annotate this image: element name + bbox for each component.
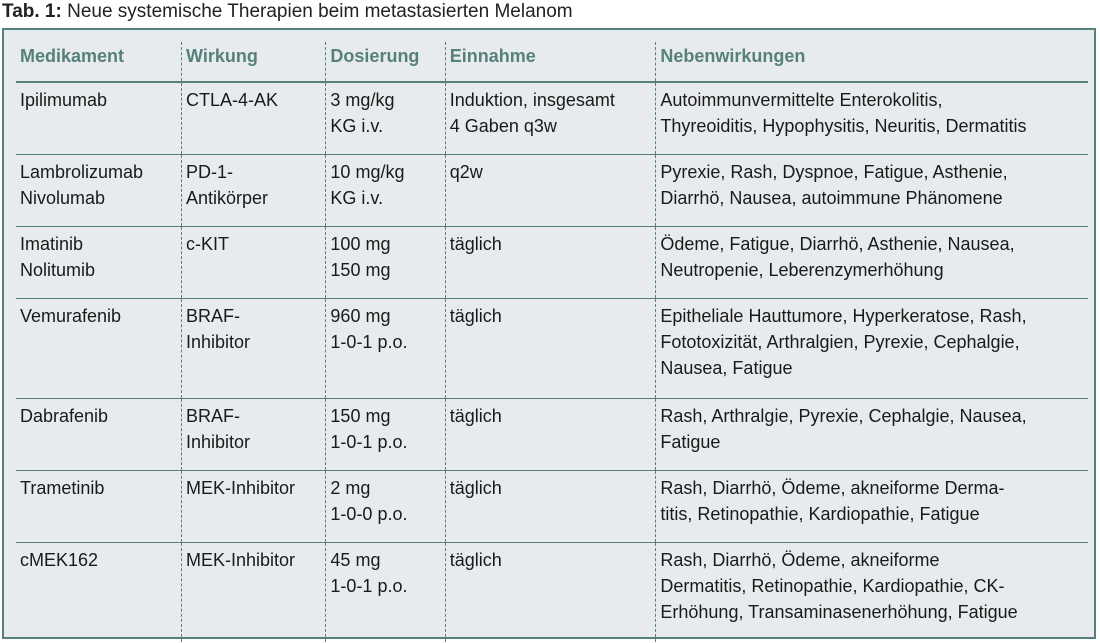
table-cell: Rash, Diarrhö, Ödeme, akneiforme Derma- titis, Retinopathie, Kardiopathie, Fatigue bbox=[656, 470, 1088, 542]
table-cell: 960 mg 1-0-1 p.o. bbox=[326, 298, 445, 398]
table-row bbox=[16, 82, 1088, 154]
table-cell: 150 mg 1-0-1 p.o. bbox=[326, 398, 445, 470]
table-cell: Dabrafenib bbox=[16, 398, 182, 470]
column-header: Wirkung bbox=[182, 42, 326, 82]
table-cell: täglich bbox=[445, 470, 656, 542]
table-row bbox=[16, 470, 1088, 542]
table-cell: täglich bbox=[445, 298, 656, 398]
table-cell: Imatinib Nolitumib bbox=[16, 226, 182, 298]
table-cell: 100 mg 150 mg bbox=[326, 226, 445, 298]
table-cell: täglich bbox=[445, 398, 656, 470]
table-panel bbox=[2, 28, 1096, 639]
table-cell: BRAF- Inhibitor bbox=[182, 298, 326, 398]
table-cell: Vemurafenib bbox=[16, 298, 182, 398]
therapy-table bbox=[16, 42, 1088, 642]
table-caption bbox=[2, 0, 573, 24]
table-cell: Epitheliale Hauttumore, Hyperkeratose, Rash, Fototoxizität, Arthralgien, Pyrexie, Cephalgie, Nausea, Fatigue bbox=[656, 298, 1088, 398]
table-cell: Induktion, insgesamt 4 Gaben q3w bbox=[445, 82, 656, 154]
column-header: Einnahme bbox=[445, 42, 656, 82]
table-cell: CTLA-4-AK bbox=[182, 82, 326, 154]
table-cell: PD-1- Antikörper bbox=[182, 154, 326, 226]
column-header: Dosierung bbox=[326, 42, 445, 82]
table-row bbox=[16, 542, 1088, 642]
column-header: Nebenwirkungen bbox=[656, 42, 1088, 82]
header-row bbox=[16, 42, 1088, 82]
table-row bbox=[16, 398, 1088, 470]
table-cell: 2 mg 1-0-0 p.o. bbox=[326, 470, 445, 542]
table-row bbox=[16, 226, 1088, 298]
table-row bbox=[16, 298, 1088, 398]
table-cell: BRAF- Inhibitor bbox=[182, 398, 326, 470]
table-cell: Ipilimumab bbox=[16, 82, 182, 154]
caption-title: Neue systemische Therapien beim metastasierten Melanom bbox=[67, 1, 573, 22]
table-cell: Trametinib bbox=[16, 470, 182, 542]
table-cell: c-KIT bbox=[182, 226, 326, 298]
table-row bbox=[16, 154, 1088, 226]
table-cell: 3 mg/kg KG i.v. bbox=[326, 82, 445, 154]
column-header: Medikament bbox=[16, 42, 182, 82]
table-cell: q2w bbox=[445, 154, 656, 226]
table-cell: täglich bbox=[445, 226, 656, 298]
table-cell: 10 mg/kg KG i.v. bbox=[326, 154, 445, 226]
table-cell: Pyrexie, Rash, Dyspnoe, Fatigue, Asthenie, Diarrhö, Nausea, autoimmune Phänomene bbox=[656, 154, 1088, 226]
table-cell: täglich bbox=[445, 542, 656, 642]
table-cell: 45 mg 1-0-1 p.o. bbox=[326, 542, 445, 642]
table-cell: Lambrolizumab Nivolumab bbox=[16, 154, 182, 226]
table-cell: MEK-Inhibitor bbox=[182, 542, 326, 642]
caption-label: Tab. 1: bbox=[2, 1, 62, 22]
table-cell: Ödeme, Fatigue, Diarrhö, Asthenie, Nausea, Neutropenie, Leberenzymerhöhung bbox=[656, 226, 1088, 298]
table-cell: Rash, Arthralgie, Pyrexie, Cephalgie, Nausea, Fatigue bbox=[656, 398, 1088, 470]
table-cell: MEK-Inhibitor bbox=[182, 470, 326, 542]
table-cell: cMEK162 bbox=[20, 549, 99, 570]
table-cell: Rash, Diarrhö, Ödeme, akneiforme Dermatitis, Retinopathie, Kardiopathie, CK- Erhöhung, Transaminasenerhöhung, Fatigue bbox=[656, 542, 1088, 642]
table-cell: Autoimmunvermittelte Enterokolitis, Thyreoiditis, Hypophysitis, Neuritis, Dermatitis bbox=[656, 82, 1088, 154]
